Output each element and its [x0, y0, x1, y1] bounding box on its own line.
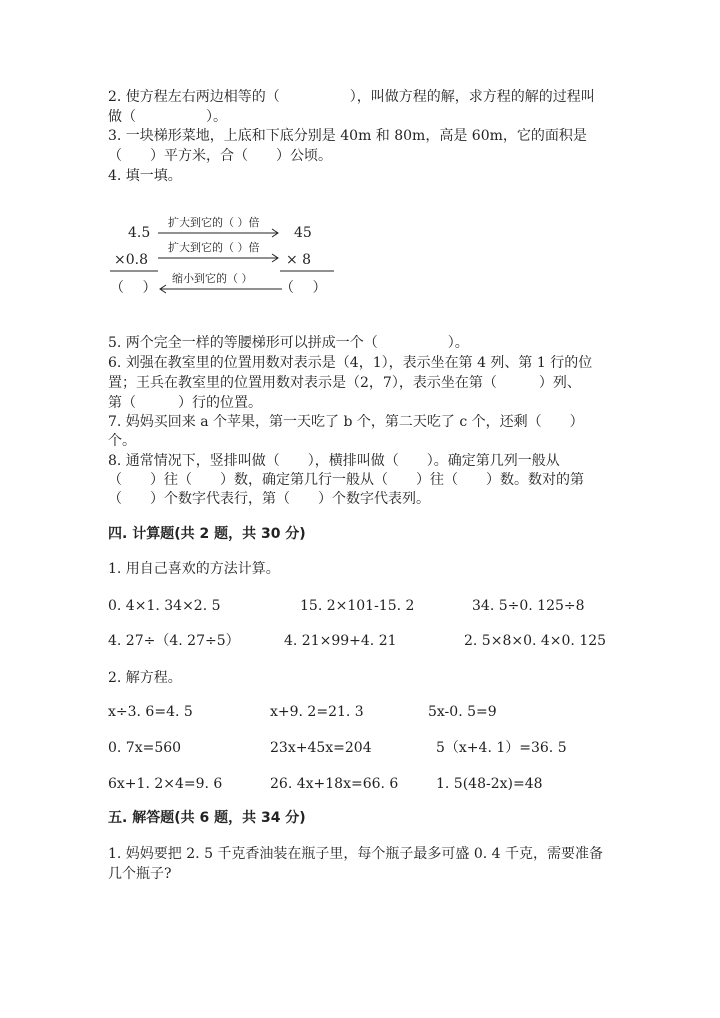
calc-item: 2. 5×8×0. 4×0. 125: [464, 633, 607, 649]
equation-item: 23x+45x=204: [270, 740, 372, 756]
q6-line-3: 第（ ）行的位置。: [108, 395, 262, 411]
section-5-q1-line-2: 几个瓶子?: [108, 866, 172, 882]
q6-line-1: 6. 刘强在教室里的位置用数对表示是（4，1），表示坐在第 4 列、第 1 行的位: [108, 355, 593, 371]
q2-line-2: 做（ ）。: [108, 109, 227, 125]
section-4-q1-title: 1. 用自己喜欢的方法计算。: [108, 561, 280, 577]
equation-item: 5（x+4. 1）=36. 5: [436, 740, 567, 756]
diagram-blank-right: （ ）: [280, 280, 327, 296]
section-4-title: 四. 计算题(共 2 题，共 30 分): [108, 526, 306, 542]
q3-line-2: （ ）平方米，合（ ）公顷。: [108, 148, 332, 164]
multiplication-diagram: [108, 212, 348, 304]
section-5-q1-line-1: 1. 妈妈要把 2. 5 千克香油装在瓶子里，每个瓶子最多可盛 0. 4 千克，需要准备: [108, 846, 604, 862]
q7-line-1: 7. 妈妈买回来 a 个苹果，第一天吃了 b 个，第二天吃了 c 个，还剩（ ）: [108, 414, 584, 430]
equation-item: x÷3. 6=4. 5: [108, 704, 193, 720]
calc-item: 4. 27÷（4. 27÷5）: [108, 633, 240, 649]
diagram-blank-left: （ ）: [110, 280, 157, 296]
q8-line-1: 8. 通常情况下，竖排叫做（ ），横排叫做（ ）。确定第几列一般从: [108, 453, 560, 469]
q5-line-1: 5. 两个完全一样的等腰梯形可以拼成一个（ ）。: [108, 335, 469, 351]
section-4-q2-title: 2. 解方程。: [108, 670, 182, 686]
equation-item: 6x+1. 2×4=9. 6: [108, 776, 223, 792]
calc-item: 34. 5÷0. 125÷8: [472, 598, 585, 614]
calc-item: 15. 2×101-15. 2: [300, 598, 415, 614]
q7-line-2: 个。: [108, 433, 136, 449]
diagram-number-45: 45: [294, 225, 312, 241]
q4-line-1: 4. 填一填。: [108, 168, 182, 184]
q6-line-2: 置；王兵在教室里的位置用数对表示是（2，7），表示坐在第（ ）列、: [108, 375, 581, 391]
arrow-2-label: 扩大到它的（ ）倍: [168, 241, 260, 254]
diagram-number-4-5: 4.5: [128, 225, 151, 241]
q2-line-1: 2. 使方程左右两边相等的（ ），叫做方程的解，求方程的解的过程叫: [108, 89, 595, 105]
diagram-multiplier-right: × 8: [286, 252, 312, 268]
q3-line-1: 3. 一块梯形菜地，上底和下底分别是 40m 和 80m，高是 60m，它的面积是: [108, 128, 587, 144]
equation-item: 1. 5(48-2x)=48: [436, 776, 543, 792]
calc-item: 0. 4×1. 34×2. 5: [108, 598, 221, 614]
equation-item: x+9. 2=21. 3: [270, 704, 364, 720]
arrow-3-label: 缩小到它的（ ）: [172, 272, 253, 285]
arrow-1-label: 扩大到它的（ ）倍: [168, 216, 260, 229]
q8-line-2: （ ）往（ ）数，确定第几行一般从（ ）往（ ）数。数对的第: [108, 472, 584, 488]
equation-item: 0. 7x=560: [108, 740, 182, 756]
calc-item: 4. 21×99+4. 21: [284, 633, 397, 649]
q8-line-3: （ ）个数字代表行，第（ ）个数字代表列。: [108, 491, 430, 507]
diagram-multiplier-left: ×0.8: [114, 252, 148, 268]
equation-item: 5x-0. 5=9: [428, 704, 497, 720]
section-5-title: 五. 解答题(共 6 题，共 34 分): [108, 810, 306, 826]
equation-item: 26. 4x+18x=66. 6: [270, 776, 399, 792]
